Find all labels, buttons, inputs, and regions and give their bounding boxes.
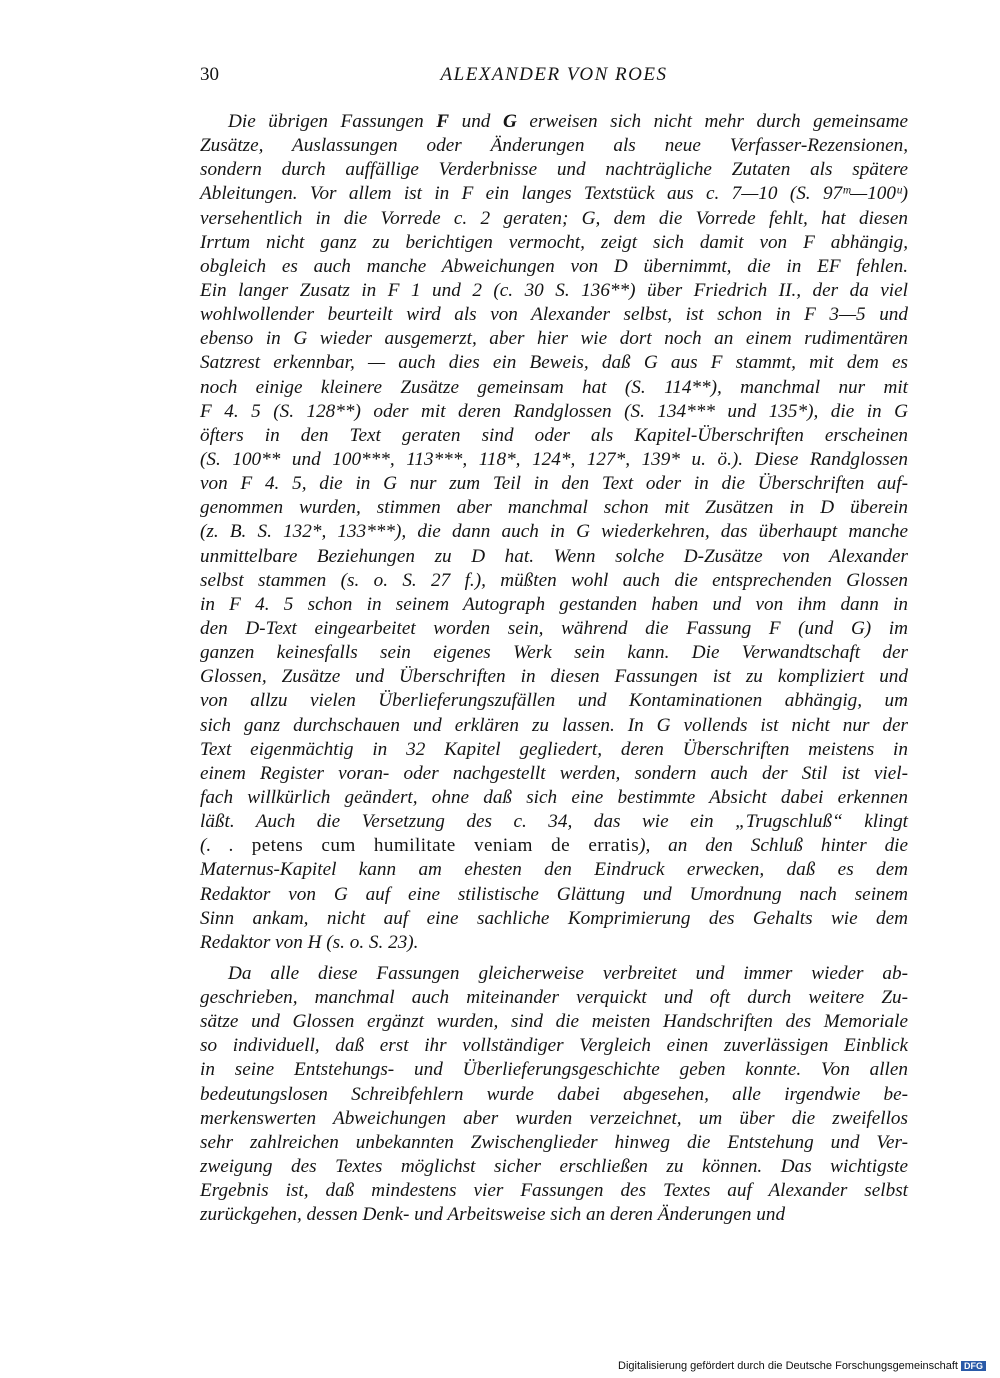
text-line: sondern durch auffällige Verderbnisse und nachträgliche Zutaten als spätere [200,159,908,181]
text-line: läßt. Auch die Versetzung des c. 34, das wie ein „Trugschluß“ klingt [200,811,908,833]
text-line: F 4. 5 (S. 128**) oder mit deren Randglossen (S. 134*** und 135*), die in G [200,400,908,422]
text-line: den D-Text eingearbeitet worden sein, während die Fassung F (und G) im [200,617,908,639]
text-line: ganzen keinesfalls sein eigenes Werk sein kann. Die Verwandtschaft der [200,642,908,664]
text-line: Satzrest erkennbar, — auch dies ein Beweis, daß G aus F stammt, mit dem es [200,352,908,374]
text-line: fach willkürlich geändert, ohne daß sich eine bestimmte Absicht dabei erkennen [200,786,908,808]
text-line: Ableitungen. Vor allem ist in F ein langes Textstück aus c. 7—10 (S. 97ᵐ—100ᵘ) [200,183,908,205]
text-line: Ein langer Zusatz in F 1 und 2 (c. 30 S. 136**) über Friedrich II., der da viel [200,279,908,301]
text-line: sich ganz durchschauen und erklären zu lassen. In G vollends ist nicht nur der [200,714,908,736]
running-title: ALEXANDER VON ROES [440,64,668,85]
text-line: versehentlich in die Vorrede c. 2 geraten; G, dem die Vorrede fehlt, hat diesen [200,207,908,229]
text-line: Redaktor von G auf eine stilistische Glättung und Umordnung nach seinem [200,883,908,905]
paragraph-2 [200,962,908,1228]
paragraph-gap [200,955,908,962]
text-line: sehr zahlreichen unbekannten Zwischenglieder hinweg die Entstehung und Ver- [200,1131,908,1153]
text-line: selbst stammen (s. o. S. 27 f.), müßten wohl auch die entsprechenden Glossen [200,569,908,591]
text-line: zweigung des Textes möglichst sicher erschließen zu können. Das wichtigste [200,1156,908,1178]
text-line: Ergebnis ist, daß mindestens vier Fassungen des Textes auf Alexander selbst [200,1180,908,1202]
text-line: geschrieben, manchmal auch miteinander verquickt und oft durch weitere Zu- [200,987,908,1009]
text-line: in F 4. 5 schon in seinem Autograph gestanden haben und von ihm dann in [200,593,908,615]
text-line: noch einige kleinere Zusätze gemeinsam hat (S. 114**), manchmal nur mit [200,376,908,398]
digitization-credit [618,1360,986,1372]
text-line: Die übrigen Fassungen F und G erweisen sich nicht mehr durch gemeinsame [228,111,908,132]
text-line: Text eigenmächtig in 32 Kapitel gegliedert, deren Überschriften meistens in [200,738,908,760]
text-line: Redaktor von H (s. o. S. 23). [200,931,419,953]
text-line: merkenswerten Abweichungen aber wurden verzeichnet, um über die zweifellos [200,1107,908,1129]
page-number: 30 [200,64,219,85]
text-line: (S. 100** und 100***, 113***, 118*, 124*, 127*, 139* u. ö.). Diese Randglossen [200,448,908,470]
dfg-logo: DFG [961,1361,986,1371]
credit-text: Digitalisierung gefördert durch die Deutsche Forschungsgemeinschaft [618,1360,958,1372]
text-line: von F 4. 5, die in G nur zum Teil in den Text oder in die Überschriften auf- [200,473,908,495]
text-line: Zusätze, Auslassungen oder Änderungen als neue Verfasser-Rezensionen, [200,135,908,157]
text-line: unmittelbare Beziehungen zu D hat. Wenn solche D-Zusätze von Alexander [200,545,908,567]
page-header [200,64,908,94]
text-line: wohlwollender beurteilt wird als von Alexander selbst, ist schon in F 3—5 und [200,304,908,326]
text-line: sätze und Glossen ergänzt wurden, sind die meisten Handschriften des Memoriale [200,1011,908,1033]
text-line: in seine Entstehungs- und Überlieferungsgeschichte geben konnte. Von allen [200,1059,908,1081]
text-line: Glossen, Zusätze und Überschriften in diesen Fassungen ist zu kompliziert und [200,666,908,688]
text-line: so individuell, daß erst ihr vollständiger Vergleich einen zuverlässigen Einblick [200,1035,908,1057]
text-line: einem Register voran- oder nachgestellt werden, sondern auch der Stil ist viel- [200,762,908,784]
paragraph-1 [200,110,908,955]
text-line: zurückgehen, dessen Denk- und Arbeitsweise sich an deren Änderungen und [200,1204,786,1226]
text-line: Sinn ankam, nicht auf eine sachliche Komprimierung des Gehalts wie dem [200,907,908,929]
text-line: Da alle diese Fassungen gleicherweise verbreitet und immer wieder ab- [228,962,908,984]
text-line: ebenso in G wieder ausgemerzt, aber hier wie dort noch an einem rudimentären [200,328,908,350]
text-line: bedeutungslosen Schreibfehlern wurde dabei abgesehen, alle irgendwie be- [200,1083,908,1105]
text-line: (. . petens cum humilitate veniam de erratis), an den Schluß hinter die [200,835,909,857]
text-line: (z. B. S. 132*, 133***), die dann auch in G wiederkehren, das überhaupt manche [200,521,908,543]
text-line: von allzu vielen Überlieferungszufällen und Kontaminationen abhängig, um [200,690,908,712]
text-line: öfters in den Text geraten sind oder als Kapitel-Überschriften erscheinen [200,424,908,446]
text-line: genommen wurden, stimmen aber manchmal schon mit Zusätzen in D überein [200,497,908,519]
body-text [200,110,908,1227]
text-line: obgleich es auch manche Abweichungen von D übernimmt, die in EF fehlen. [200,255,908,277]
text-line: Irrtum nicht ganz zu berichtigen vermocht, zeigt sich damit von F abhängig, [200,231,908,253]
text-line: Maternus-Kapitel kann am ehesten den Eindruck erwecken, daß es dem [200,859,908,881]
